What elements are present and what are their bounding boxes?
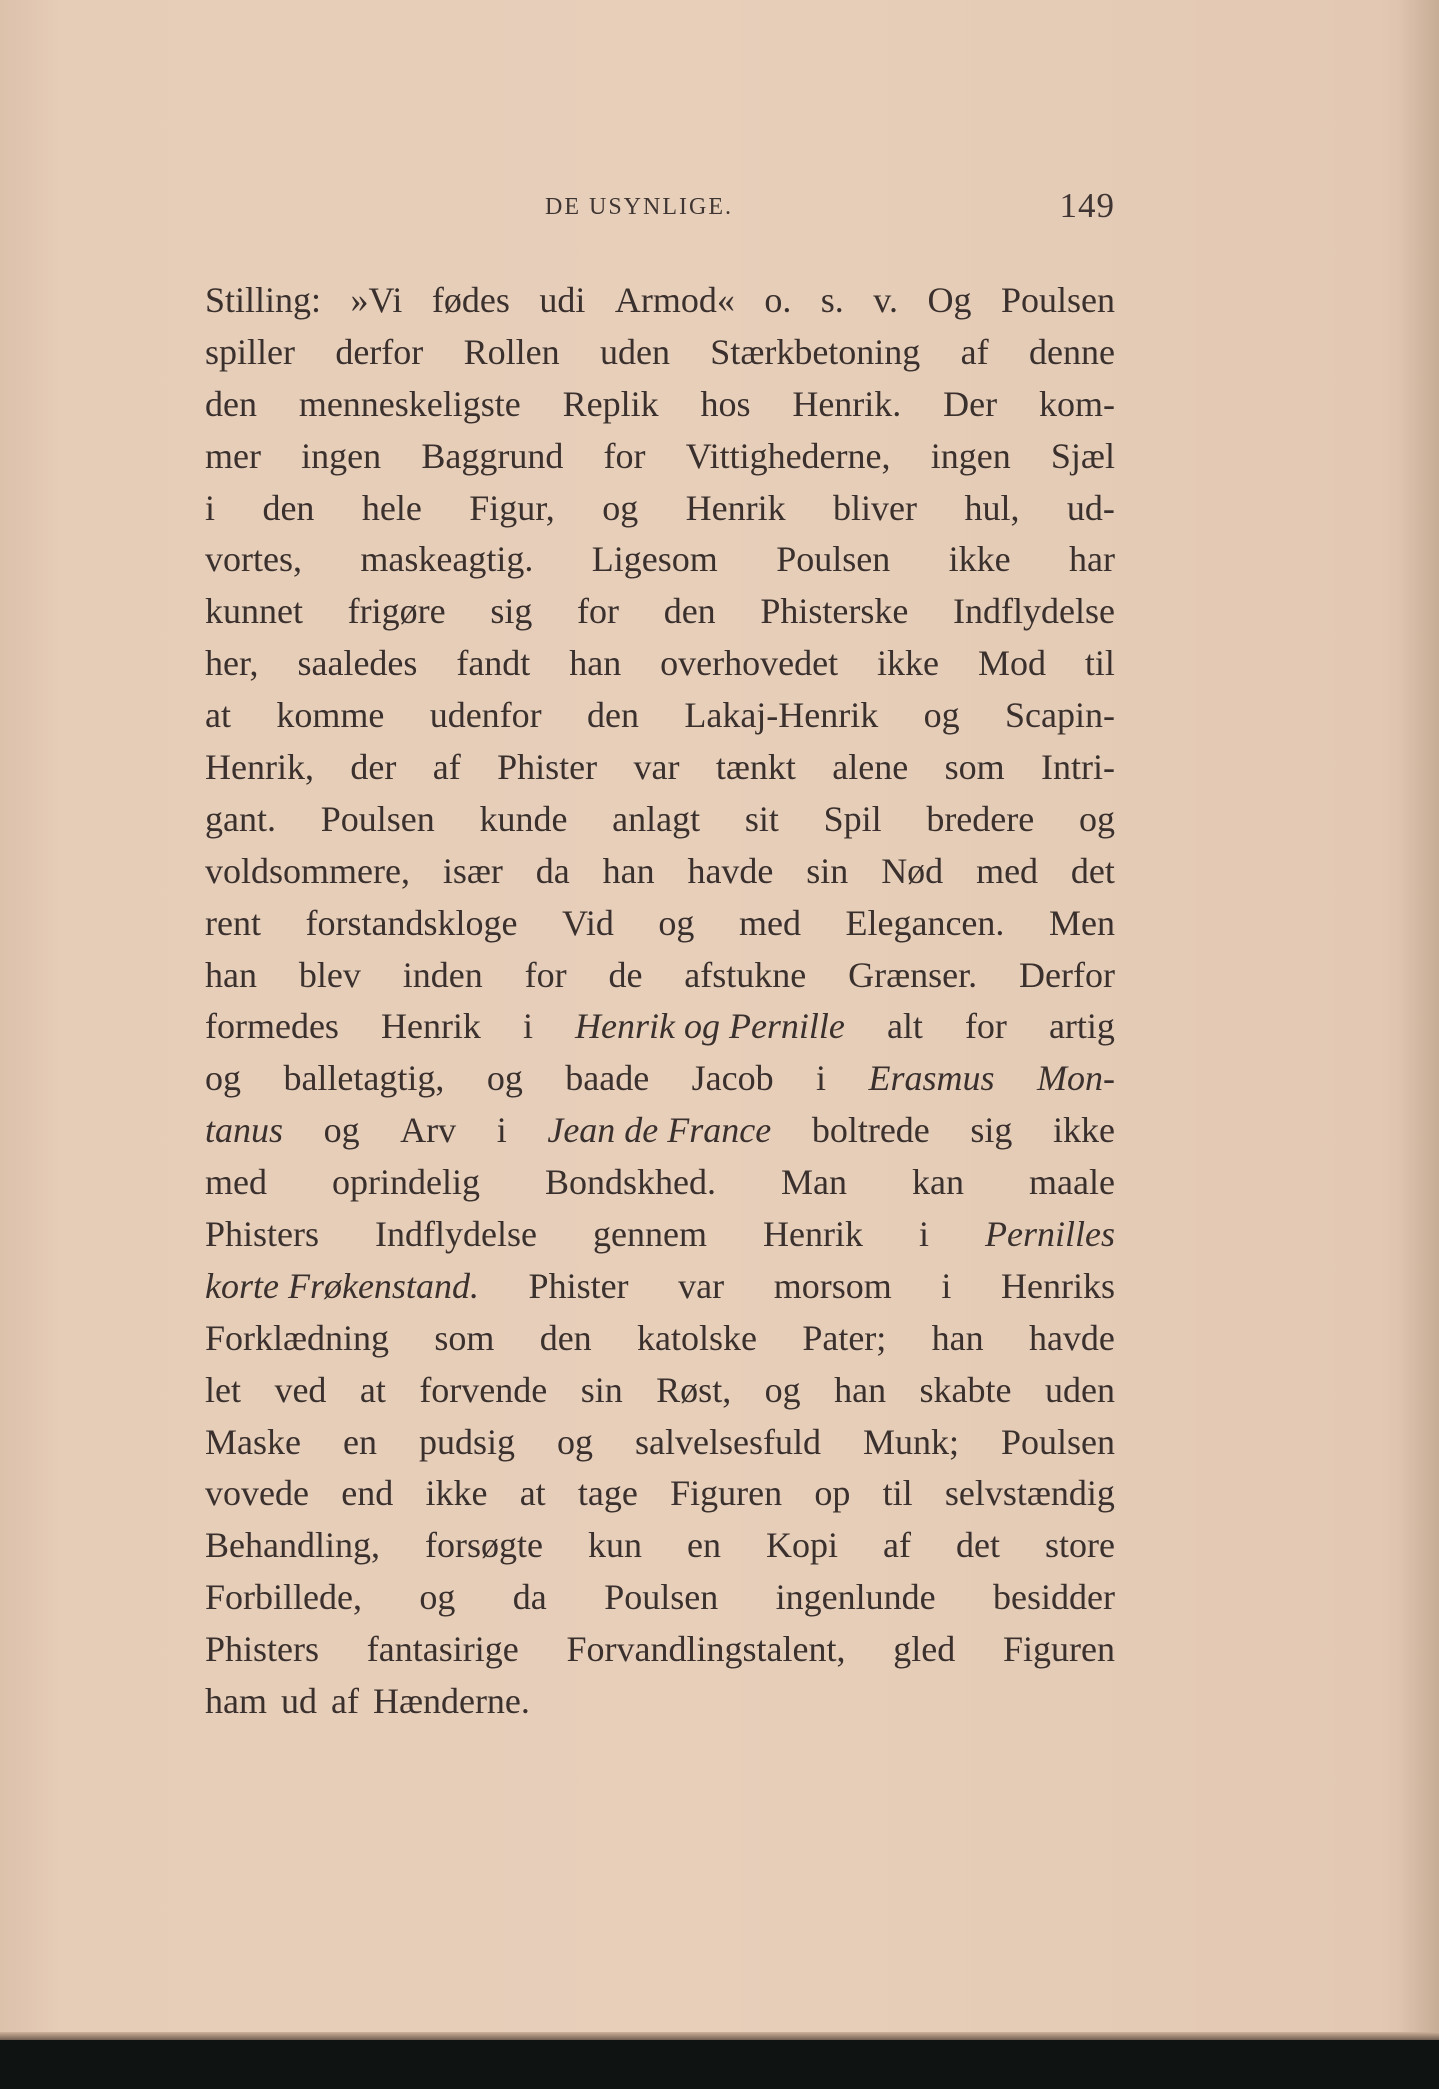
word: Phister <box>497 747 598 788</box>
word: for <box>524 954 567 995</box>
word: gennem <box>593 1214 707 1255</box>
word: uden <box>1044 1369 1115 1410</box>
word: forsøgte <box>425 1525 543 1566</box>
word: formedes <box>205 1006 339 1047</box>
text-line <box>205 1001 1115 1053</box>
word: og <box>323 1110 360 1151</box>
word: i <box>496 1110 507 1151</box>
word: Scapin- <box>1004 695 1115 736</box>
word: hul, <box>964 487 1020 528</box>
italic-title: Erasmus <box>868 1058 995 1099</box>
word: afstukne <box>684 954 807 995</box>
word: uden <box>599 331 670 372</box>
word: fandt <box>456 643 531 684</box>
text-line <box>205 846 1115 898</box>
word: især <box>442 850 503 891</box>
text-line <box>205 898 1115 950</box>
word: forstandskloge <box>305 902 518 943</box>
word: Indflydelse <box>953 591 1115 632</box>
word: balletagtig, <box>283 1058 445 1099</box>
word: den <box>587 695 639 736</box>
word: kom- <box>1038 383 1115 424</box>
word: mer <box>205 435 261 476</box>
word: baade <box>565 1058 650 1099</box>
word: Røst, <box>656 1369 732 1410</box>
word: den <box>663 591 716 632</box>
word: Mod <box>977 643 1046 684</box>
word: Figuren <box>1002 1629 1115 1670</box>
page-number: 149 <box>1059 186 1115 225</box>
word: vovede <box>205 1473 309 1514</box>
word: Phister <box>528 1265 629 1306</box>
word: Jacob <box>691 1058 774 1099</box>
text-line <box>205 431 1115 483</box>
word: Munk; <box>862 1421 959 1462</box>
word: i <box>816 1058 827 1099</box>
word: sig <box>490 591 533 632</box>
word: for <box>603 435 646 476</box>
word: og <box>486 1058 523 1099</box>
text-line <box>205 586 1115 638</box>
text-line <box>205 690 1115 742</box>
word: Phisters <box>205 1629 320 1670</box>
word: at <box>519 1473 546 1514</box>
word: Hænderne. <box>372 1681 530 1722</box>
text-line <box>205 638 1115 690</box>
word: da <box>535 850 570 891</box>
word: i <box>205 487 216 528</box>
word: Figuren <box>670 1473 783 1514</box>
spine-shadow <box>1400 0 1439 2040</box>
word: ikke <box>877 643 940 684</box>
word: alene <box>832 747 909 788</box>
word: pudsig <box>418 1421 515 1462</box>
word: Behandling, <box>205 1525 380 1566</box>
word: og <box>205 1058 241 1099</box>
word: bliver <box>833 487 918 528</box>
word: sig <box>970 1110 1013 1151</box>
word: havde <box>687 850 774 891</box>
word: udenfor <box>429 695 542 736</box>
word: i <box>941 1265 952 1306</box>
word: ved <box>274 1369 327 1410</box>
word: voldsommere, <box>205 850 410 891</box>
italic-title: Mon- <box>1036 1058 1115 1099</box>
word: Henrik. <box>792 383 902 424</box>
word: som <box>944 747 1005 788</box>
word: den <box>262 487 315 528</box>
text-line <box>205 1261 1115 1313</box>
word: kunnet <box>205 591 303 632</box>
text-line <box>205 1105 1115 1157</box>
word: til <box>882 1473 913 1514</box>
word: Henrik, <box>205 747 314 788</box>
word: blev <box>298 954 361 995</box>
word: Indflydelse <box>375 1214 537 1255</box>
word: Sjæl <box>1050 435 1115 476</box>
italic-title: tanus <box>205 1110 284 1151</box>
word: der <box>350 747 397 788</box>
text-line <box>205 534 1115 586</box>
word: og <box>1078 798 1115 839</box>
word: Lakaj-Henrik <box>684 695 879 736</box>
word: de <box>608 954 643 995</box>
word: det <box>1070 850 1115 891</box>
word: kan <box>912 1162 965 1203</box>
word: Poulsen <box>1000 280 1115 320</box>
word: Ligesom <box>591 539 718 580</box>
word: artig <box>1048 1006 1115 1047</box>
word: han <box>205 954 257 995</box>
text-line <box>205 1572 1115 1624</box>
word: for <box>577 591 619 632</box>
word: af <box>330 1681 359 1722</box>
word: og <box>419 1577 456 1618</box>
word: Vid <box>562 902 614 943</box>
word: gant. <box>205 798 276 839</box>
word: til <box>1084 643 1115 684</box>
word: let <box>205 1369 241 1410</box>
word: alt <box>886 1006 923 1047</box>
word: Og <box>927 280 972 320</box>
word: og <box>923 695 960 736</box>
word: tænkt <box>715 747 796 788</box>
word: Arv <box>400 1110 457 1151</box>
word: en <box>687 1525 721 1566</box>
word: Poulsen <box>320 798 435 839</box>
word: overhovedet <box>660 643 839 684</box>
word: med <box>976 850 1039 891</box>
word: selvstændig <box>944 1473 1115 1514</box>
text-line <box>205 327 1115 379</box>
italic-title: Jean de France <box>547 1110 772 1151</box>
word: Henrik <box>762 1214 863 1255</box>
word: med <box>738 902 801 943</box>
word: Baggrund <box>421 435 564 476</box>
word: hele <box>361 487 422 528</box>
word: inden <box>402 954 483 995</box>
word: ham <box>205 1681 267 1722</box>
word: Spil <box>823 798 882 839</box>
running-title: DE USYNLIGE. <box>545 194 733 220</box>
text-line <box>205 1520 1115 1572</box>
word: forvende <box>419 1369 548 1410</box>
word: af <box>960 331 989 372</box>
running-head <box>205 188 1115 238</box>
word: Kopi <box>766 1525 838 1566</box>
word: Bondskhed. <box>545 1162 716 1203</box>
text-line <box>205 1468 1115 1520</box>
word: Elegancen. <box>845 902 1005 943</box>
italic-title: korte Frøkenstand. <box>205 1265 479 1306</box>
word: ikke <box>948 539 1011 580</box>
word: op <box>814 1473 851 1514</box>
word: var <box>633 747 680 788</box>
word: vortes, <box>205 539 302 580</box>
word: af <box>883 1525 911 1566</box>
word: Armod« <box>614 280 735 320</box>
word: ingen <box>301 435 382 476</box>
word: Replik <box>562 383 659 424</box>
word: denne <box>1028 331 1115 372</box>
word: derfor <box>335 331 424 372</box>
word: v. <box>873 280 898 320</box>
word: Poulsen <box>604 1577 719 1618</box>
word: kun <box>587 1525 642 1566</box>
scan-background-strip <box>0 2040 1439 2089</box>
word: udi <box>539 280 586 320</box>
word: med <box>205 1162 267 1203</box>
word: Grænser. <box>848 954 978 995</box>
word: som <box>434 1317 495 1358</box>
word: Nød <box>881 850 944 891</box>
word: af <box>432 747 461 788</box>
word: ikke <box>425 1473 488 1514</box>
text-line <box>205 1157 1115 1209</box>
word: Forvandlingstalent, <box>566 1629 846 1670</box>
word: end <box>341 1473 394 1514</box>
word: hos <box>700 383 751 424</box>
word: kunde <box>479 798 568 839</box>
word: han <box>569 643 622 684</box>
word: han <box>931 1317 984 1358</box>
text-line <box>205 379 1115 431</box>
word: og <box>556 1421 593 1462</box>
word: for <box>964 1006 1007 1047</box>
word: i <box>522 1006 533 1047</box>
word: at <box>205 695 231 736</box>
word: »Vi <box>350 280 403 320</box>
word: menneskeligste <box>298 383 521 424</box>
word: Phisterske <box>760 591 909 632</box>
word: var <box>678 1265 725 1306</box>
word: Phisters <box>205 1214 320 1255</box>
word: komme <box>276 695 385 736</box>
word: saaledes <box>297 643 418 684</box>
word: Derfor <box>1019 954 1115 995</box>
word: Poulsen <box>776 539 891 580</box>
word: Vittighederne, <box>685 435 891 476</box>
word: Maske <box>205 1421 301 1462</box>
word: sin <box>806 850 849 891</box>
italic-title: Henrik og Pernille <box>574 1006 845 1047</box>
word: den <box>539 1317 592 1358</box>
word: havde <box>1028 1317 1115 1358</box>
italic-title: Pernilles <box>985 1214 1115 1255</box>
word: en <box>342 1421 377 1462</box>
word: her, <box>205 643 259 684</box>
word: o. <box>764 280 792 320</box>
word: Figur, <box>469 487 555 528</box>
word: ingen <box>930 435 1011 476</box>
word: skabte <box>919 1369 1012 1410</box>
word: ingenlunde <box>775 1577 936 1618</box>
word: oprindelig <box>332 1162 480 1203</box>
word: Stilling: <box>205 280 322 320</box>
word: Forklædning <box>205 1317 390 1358</box>
word: Henrik <box>380 1006 481 1047</box>
word: sit <box>744 798 779 839</box>
word: frigøre <box>347 591 446 632</box>
word: Henrik <box>685 487 786 528</box>
word: sin <box>580 1369 623 1410</box>
text-line <box>205 1365 1115 1417</box>
word: han <box>602 850 655 891</box>
text-line <box>205 794 1115 846</box>
word: ikke <box>1052 1110 1115 1151</box>
word: og <box>658 902 695 943</box>
word: og <box>602 487 639 528</box>
text-line <box>205 1209 1115 1261</box>
text-line <box>205 483 1115 535</box>
word: morsom <box>773 1265 892 1306</box>
word: ud <box>280 1681 317 1722</box>
word: Pater; <box>802 1317 887 1358</box>
word: har <box>1069 539 1115 580</box>
word: ud- <box>1066 487 1115 528</box>
word: tage <box>577 1473 638 1514</box>
word: Der <box>943 383 998 424</box>
word: anlagt <box>612 798 701 839</box>
body-text <box>205 275 1115 1728</box>
word: rent <box>205 902 261 943</box>
word: besidder <box>992 1577 1115 1618</box>
word: maale <box>1029 1162 1115 1203</box>
text-line <box>205 1676 1115 1728</box>
word: salvelsesfuld <box>634 1421 821 1462</box>
word: store <box>1045 1525 1115 1566</box>
word: gled <box>893 1629 956 1670</box>
text-line <box>205 1313 1115 1365</box>
text-line <box>205 1053 1115 1105</box>
word: i <box>918 1214 929 1255</box>
word: den <box>205 383 257 424</box>
word: Rollen <box>463 331 560 372</box>
word: han <box>834 1369 887 1410</box>
word: boltrede <box>811 1110 930 1151</box>
word: Henriks <box>1001 1265 1115 1306</box>
word: Forbillede, <box>205 1577 362 1618</box>
word: fødes <box>431 280 510 320</box>
text-line <box>205 1624 1115 1676</box>
word: bredere <box>926 798 1035 839</box>
word: og <box>764 1369 801 1410</box>
word: Men <box>1048 902 1115 943</box>
word: maskeagtig. <box>360 539 534 580</box>
word: Stærkbetoning <box>710 331 921 372</box>
text-line <box>205 950 1115 1002</box>
text-line <box>205 1417 1115 1469</box>
text-line <box>205 742 1115 794</box>
word: katolske <box>637 1317 757 1358</box>
word: at <box>359 1369 386 1410</box>
word: det <box>956 1525 1000 1566</box>
text-line <box>205 275 1115 327</box>
word: s. <box>820 280 844 320</box>
word: Man <box>781 1162 848 1203</box>
word: Poulsen <box>1000 1421 1115 1462</box>
word: Intri- <box>1040 747 1115 788</box>
word: da <box>512 1577 547 1618</box>
word: spiller <box>205 331 295 372</box>
word: fantasirige <box>366 1629 519 1670</box>
